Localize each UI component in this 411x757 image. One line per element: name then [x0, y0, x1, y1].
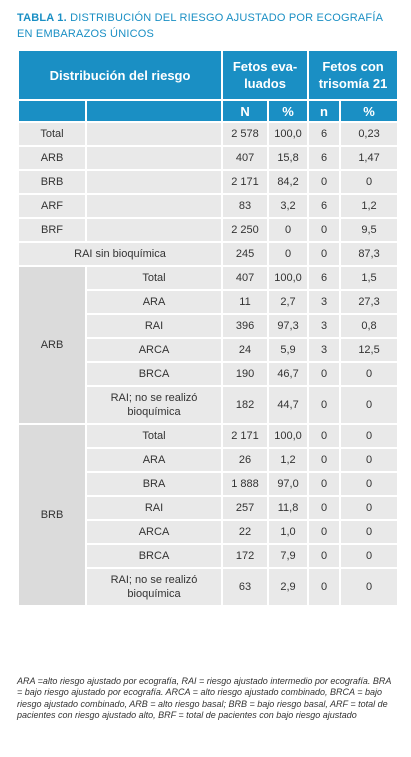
- cell-pct-evaluados: 3,2: [269, 195, 307, 217]
- header-pct-trisomia: %: [341, 101, 397, 121]
- cell-n-trisomia: 0: [309, 425, 339, 447]
- cell-pct-evaluados: 84,2: [269, 171, 307, 193]
- cell-pct-evaluados: 44,7: [269, 387, 307, 423]
- cell-pct-evaluados: 15,8: [269, 147, 307, 169]
- cell-pct-evaluados: 1,0: [269, 521, 307, 543]
- cell-N: 407: [223, 267, 267, 289]
- row-label: ARB: [19, 147, 85, 169]
- table-row: [19, 195, 397, 217]
- cell-pct-trisomia: 1,2: [341, 195, 397, 217]
- cell-pct-evaluados: 46,7: [269, 363, 307, 385]
- cell-pct-trisomia: 1,5: [341, 267, 397, 289]
- cell-n-trisomia: 3: [309, 339, 339, 361]
- row-spacer: [87, 147, 221, 169]
- table-caption-text: DISTRIBUCIÓN DEL RIESGO AJUSTADO POR ECOGRAFÍA EN EMBARAZOS ÚNICOS: [17, 12, 383, 40]
- cell-N: 2 250: [223, 219, 267, 241]
- cell-pct-evaluados: 5,9: [269, 339, 307, 361]
- cell-pct-evaluados: 100,0: [269, 267, 307, 289]
- cell-N: 190: [223, 363, 267, 385]
- row-spacer: [87, 171, 221, 193]
- cell-n-trisomia: 0: [309, 387, 339, 423]
- row-label: BRF: [19, 219, 85, 241]
- table-footnote: ARA =alto riesgo ajustado por ecografía, RAI = riesgo ajustado intermedio por ecografía. BRA = bajo riesgo ajustado por ecografía. ARCA = alto riesgo ajustado combinado, BRCA = bajo riesgo ajustado combinado, ARB = alto riesgo basal; BRB = bajo riesgo basal, ARF = total de pacientes con riesgo ajustado alto, BRF = total de pacientes con bajo riesgo ajustado: [17, 676, 392, 720]
- row-sublabel: Total: [87, 267, 221, 289]
- cell-pct-evaluados: 1,2: [269, 449, 307, 471]
- cell-pct-evaluados: 97,3: [269, 315, 307, 337]
- row-sublabel: ARA: [87, 449, 221, 471]
- cell-N: 63: [223, 569, 267, 605]
- cell-N: 1 888: [223, 473, 267, 495]
- row-sublabel: BRCA: [87, 363, 221, 385]
- table-row: [19, 123, 397, 145]
- cell-N: 83: [223, 195, 267, 217]
- cell-n-trisomia: 0: [309, 545, 339, 567]
- cell-n-trisomia: 0: [309, 243, 339, 265]
- cell-pct-trisomia: 27,3: [341, 291, 397, 313]
- cell-n-trisomia: 0: [309, 497, 339, 519]
- row-label: Total: [19, 123, 85, 145]
- cell-pct-evaluados: 100,0: [269, 425, 307, 447]
- cell-N: 182: [223, 387, 267, 423]
- row-spacer: [87, 123, 221, 145]
- cell-pct-evaluados: 2,9: [269, 569, 307, 605]
- cell-pct-evaluados: 11,8: [269, 497, 307, 519]
- row-sublabel: RAI; no se realizó bioquímica: [87, 569, 221, 605]
- row-label: BRB: [19, 171, 85, 193]
- cell-N: 22: [223, 521, 267, 543]
- row-sublabel: ARCA: [87, 521, 221, 543]
- table-caption-label: TABLA 1.: [17, 12, 67, 24]
- table-row: [19, 267, 397, 289]
- cell-n-trisomia: 0: [309, 473, 339, 495]
- cell-pct-evaluados: 0: [269, 219, 307, 241]
- header-fetos-trisomia: Fetos con trisomía 21: [309, 51, 397, 99]
- cell-pct-trisomia: 12,5: [341, 339, 397, 361]
- cell-n-trisomia: 0: [309, 449, 339, 471]
- cell-pct-trisomia: 0: [341, 449, 397, 471]
- cell-N: 396: [223, 315, 267, 337]
- row-label: ARF: [19, 195, 85, 217]
- cell-pct-trisomia: 0,23: [341, 123, 397, 145]
- cell-N: 407: [223, 147, 267, 169]
- table-row: [19, 243, 397, 265]
- group-label: BRB: [19, 425, 85, 605]
- cell-n-trisomia: 0: [309, 171, 339, 193]
- header-pct-evaluados: %: [269, 101, 307, 121]
- cell-pct-evaluados: 97,0: [269, 473, 307, 495]
- cell-pct-trisomia: 0: [341, 569, 397, 605]
- cell-pct-trisomia: 0: [341, 171, 397, 193]
- row-sublabel: Total: [87, 425, 221, 447]
- row-sublabel: BRA: [87, 473, 221, 495]
- cell-n-trisomia: 0: [309, 521, 339, 543]
- risk-distribution-table: [17, 49, 399, 607]
- cell-n-trisomia: 6: [309, 147, 339, 169]
- cell-pct-evaluados: 7,9: [269, 545, 307, 567]
- table-row: [19, 219, 397, 241]
- cell-n-trisomia: 0: [309, 219, 339, 241]
- cell-n-trisomia: 6: [309, 123, 339, 145]
- cell-pct-trisomia: 0: [341, 545, 397, 567]
- row-spacer: [87, 195, 221, 217]
- cell-N: 2 171: [223, 425, 267, 447]
- cell-n-trisomia: 0: [309, 363, 339, 385]
- cell-pct-trisomia: 0: [341, 387, 397, 423]
- header-n-evaluados: N: [223, 101, 267, 121]
- cell-pct-trisomia: 0: [341, 425, 397, 447]
- cell-pct-trisomia: 9,5: [341, 219, 397, 241]
- table-row: [19, 147, 397, 169]
- row-sublabel: ARCA: [87, 339, 221, 361]
- cell-pct-trisomia: 0: [341, 473, 397, 495]
- cell-n-trisomia: 3: [309, 291, 339, 313]
- header-n-trisomia: n: [309, 101, 339, 121]
- cell-pct-trisomia: 0: [341, 521, 397, 543]
- header-distribution: Distribución del riesgo: [19, 51, 221, 99]
- cell-N: 11: [223, 291, 267, 313]
- row-sublabel: ARA: [87, 291, 221, 313]
- cell-pct-trisomia: 1,47: [341, 147, 397, 169]
- cell-n-trisomia: 3: [309, 315, 339, 337]
- cell-n-trisomia: 6: [309, 195, 339, 217]
- cell-pct-trisomia: 0: [341, 497, 397, 519]
- cell-N: 2 171: [223, 171, 267, 193]
- cell-N: 24: [223, 339, 267, 361]
- header-fetos-evaluados: Fetos eva-luados: [223, 51, 307, 99]
- cell-pct-evaluados: 0: [269, 243, 307, 265]
- table-row: [19, 171, 397, 193]
- row-sublabel: BRCA: [87, 545, 221, 567]
- row-sublabel: RAI: [87, 315, 221, 337]
- cell-N: 245: [223, 243, 267, 265]
- cell-N: 172: [223, 545, 267, 567]
- table-row: [19, 425, 397, 447]
- cell-pct-trisomia: 87,3: [341, 243, 397, 265]
- cell-pct-evaluados: 2,7: [269, 291, 307, 313]
- row-sublabel: RAI; no se realizó bioquímica: [87, 387, 221, 423]
- cell-pct-trisomia: 0,8: [341, 315, 397, 337]
- header-blank-1: [19, 101, 85, 121]
- table-caption: [17, 10, 397, 42]
- cell-N: 2 578: [223, 123, 267, 145]
- row-sublabel: RAI: [87, 497, 221, 519]
- header-blank-2: [87, 101, 221, 121]
- cell-n-trisomia: 0: [309, 569, 339, 605]
- cell-pct-evaluados: 100,0: [269, 123, 307, 145]
- cell-n-trisomia: 6: [309, 267, 339, 289]
- row-label: RAI sin bioquímica: [19, 243, 221, 265]
- cell-pct-trisomia: 0: [341, 363, 397, 385]
- group-label: ARB: [19, 267, 85, 423]
- row-spacer: [87, 219, 221, 241]
- cell-N: 257: [223, 497, 267, 519]
- table-body: [19, 123, 397, 605]
- cell-N: 26: [223, 449, 267, 471]
